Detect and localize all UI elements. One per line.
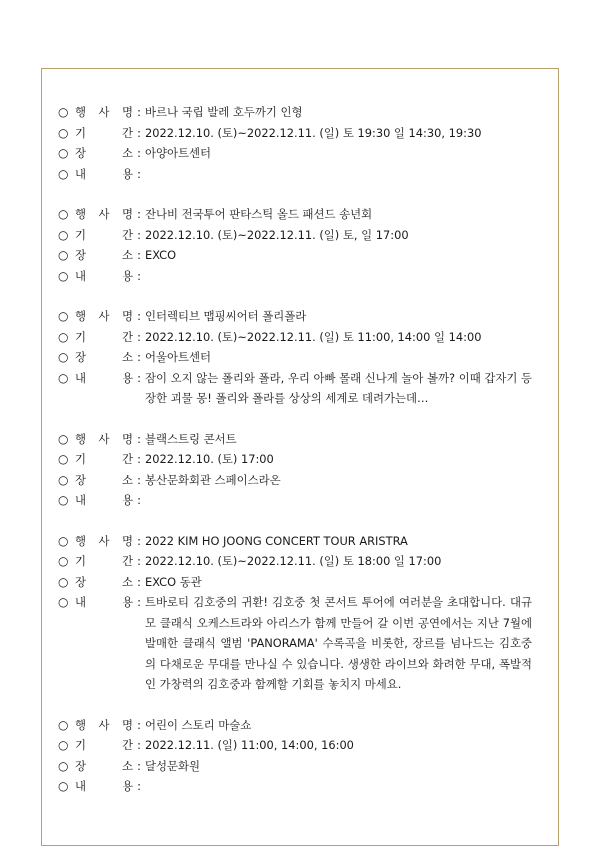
label-char: 행 [75, 533, 87, 548]
label-char: 명 [121, 431, 133, 446]
event-content-value [145, 266, 532, 287]
label-char: 내 [75, 370, 87, 385]
circle-bullet-icon: ○ [58, 248, 69, 262]
field-label-period [75, 225, 133, 246]
label-char: 사 [98, 717, 110, 732]
event-period-row [58, 327, 532, 348]
label-colon: : [137, 146, 141, 160]
circle-bullet-icon: ○ [58, 533, 69, 548]
event-place-row [58, 572, 532, 593]
label-char: 사 [98, 533, 110, 548]
circle-bullet-icon: ○ [58, 207, 69, 221]
field-label-place [75, 245, 133, 266]
label-char: 장 [75, 146, 87, 160]
event-list [58, 102, 532, 817]
event-place-row [58, 756, 532, 777]
field-label-place [75, 756, 133, 777]
label-colon: : [137, 227, 141, 242]
label-colon: : [137, 574, 141, 589]
label-char: 간 [121, 329, 133, 344]
event-content-value [145, 776, 532, 797]
event-block [58, 715, 532, 797]
event-place-value: EXCO [145, 248, 177, 262]
label-char: 용 [121, 268, 133, 283]
label-char: 기 [75, 227, 87, 242]
event-place-value: 봉산문화회관 스페이스라온 [145, 472, 281, 487]
field-label-name [75, 531, 133, 552]
event-place-value: 달성문화원 [145, 758, 201, 773]
event-name-row [58, 715, 532, 736]
event-name-row [58, 531, 532, 552]
circle-bullet-icon: ○ [58, 452, 69, 466]
event-place-row [58, 347, 532, 368]
label-char: 명 [121, 207, 133, 221]
label-colon: : [137, 309, 141, 323]
label-char: 행 [75, 207, 87, 221]
label-char: 간 [121, 452, 133, 466]
label-char: 용 [121, 493, 133, 507]
circle-bullet-icon: ○ [58, 166, 69, 181]
event-period-value: 2022.12.10. (토)~2022.12.11. (일) 토 18:00 일 17:00 [145, 554, 442, 568]
event-content-row [58, 164, 532, 185]
label-colon: : [137, 125, 141, 140]
event-name-value: 바르나 국립 발레 호두까기 인형 [145, 105, 303, 119]
label-char: 장 [75, 472, 87, 487]
label-char: 내 [75, 493, 87, 507]
field-label-content [75, 164, 133, 185]
field-label-place [75, 347, 133, 368]
label-colon: : [137, 329, 141, 344]
event-content-value: 트바로티 김호중의 귀환! 김호중 첫 콘서트 투어에 여러분을 초대합니다. 대규모 클래식 오케스트라와 아리스가 함께 만들어 갈 이번 공연에서는 지난 7월에 발매한 클래식 앨범 'PANORAMA' 수록곡을 비롯한, 장르를 넘나드는 김호중의 다채로운 무대를 만나실 수 있습니다. 생생한 라이브와 화려한 무대, 폭발적인 가창력의 김호중과 함께할 기회를 놓치지 마세요. [145, 595, 532, 691]
event-name-value: 블랙스트링 콘서트 [145, 431, 237, 446]
circle-bullet-icon: ○ [58, 595, 69, 609]
event-name-row [58, 429, 532, 450]
label-char: 소 [121, 146, 133, 160]
event-block [58, 531, 532, 695]
field-label-content [75, 266, 133, 287]
field-label-content [75, 368, 133, 409]
event-content-row [58, 776, 532, 797]
label-char: 행 [75, 309, 87, 323]
label-char: 용 [121, 779, 133, 793]
event-block [58, 204, 532, 286]
circle-bullet-icon: ○ [58, 779, 69, 793]
circle-bullet-icon: ○ [58, 146, 69, 160]
label-char: 내 [75, 595, 87, 609]
field-label-period [75, 327, 133, 348]
label-char: 내 [75, 166, 87, 181]
event-block [58, 102, 532, 184]
event-place-value: EXCO 동관 [145, 574, 202, 589]
label-char: 사 [98, 207, 110, 221]
label-colon: : [137, 105, 141, 119]
event-name-value: 2022 KIM HO JOONG CONCERT TOUR ARISTRA [145, 533, 408, 548]
label-colon: : [137, 595, 141, 609]
field-label-place [75, 572, 133, 593]
circle-bullet-icon: ○ [58, 738, 69, 752]
circle-bullet-icon: ○ [58, 329, 69, 344]
circle-bullet-icon: ○ [58, 105, 69, 119]
field-label-content [75, 776, 133, 797]
label-char: 간 [121, 125, 133, 140]
event-content-row [58, 490, 532, 511]
event-content-row [58, 592, 532, 695]
label-char: 장 [75, 758, 87, 773]
circle-bullet-icon: ○ [58, 125, 69, 140]
label-char: 행 [75, 717, 87, 732]
label-char: 내 [75, 268, 87, 283]
label-colon: : [137, 268, 141, 283]
field-label-name [75, 102, 133, 123]
label-char: 소 [121, 248, 133, 262]
field-label-place [75, 143, 133, 164]
event-name-row [58, 102, 532, 123]
label-char: 용 [121, 370, 133, 385]
event-period-value: 2022.12.10. (토)~2022.12.11. (일) 토 19:30 일 14:30, 19:30 [145, 125, 482, 140]
label-char: 간 [121, 738, 133, 752]
label-char: 간 [121, 227, 133, 242]
event-content-value: 잠이 오지 않는 폴리와 폴라, 우리 아빠 몰래 신나게 놀아 볼까? 이때 갑자기 등장한 괴물 몽! 폴리와 폴라를 상상의 세계로 데려가는데… [145, 370, 532, 405]
field-label-name [75, 306, 133, 327]
label-char: 장 [75, 248, 87, 262]
event-place-value: 아양아트센터 [145, 146, 212, 160]
circle-bullet-icon: ○ [58, 554, 69, 568]
label-char: 명 [121, 717, 133, 732]
label-colon: : [137, 166, 141, 181]
event-place-row [58, 470, 532, 491]
circle-bullet-icon: ○ [58, 370, 69, 385]
label-colon: : [137, 533, 141, 548]
circle-bullet-icon: ○ [58, 493, 69, 507]
label-char: 장 [75, 574, 87, 589]
field-label-period [75, 735, 133, 756]
label-colon: : [137, 431, 141, 446]
event-period-value: 2022.12.11. (일) 11:00, 14:00, 16:00 [145, 738, 354, 752]
label-char: 사 [98, 309, 110, 323]
label-char: 행 [75, 431, 87, 446]
event-period-value: 2022.12.10. (토)~2022.12.11. (일) 토 11:00, 14:00 일 14:00 [145, 329, 482, 344]
event-name-value: 잔나비 전국투어 판타스틱 올드 패션드 송년회 [145, 207, 373, 221]
label-colon: : [137, 207, 141, 221]
label-colon: : [137, 248, 141, 262]
label-colon: : [137, 554, 141, 568]
label-char: 용 [121, 166, 133, 181]
label-colon: : [137, 779, 141, 793]
label-char: 기 [75, 738, 87, 752]
event-period-row [58, 449, 532, 470]
label-colon: : [137, 738, 141, 752]
field-label-content [75, 592, 133, 695]
label-char: 내 [75, 779, 87, 793]
label-char: 기 [75, 554, 87, 568]
label-colon: : [137, 758, 141, 773]
event-period-row [58, 123, 532, 144]
label-char: 사 [98, 105, 110, 119]
event-name-row [58, 204, 532, 225]
event-content-value [145, 490, 532, 511]
circle-bullet-icon: ○ [58, 717, 69, 732]
event-period-row [58, 735, 532, 756]
label-colon: : [137, 493, 141, 507]
label-char: 기 [75, 329, 87, 344]
circle-bullet-icon: ○ [58, 309, 69, 323]
event-name-row [58, 306, 532, 327]
field-label-period [75, 449, 133, 470]
label-colon: : [137, 717, 141, 732]
event-place-value: 어울아트센터 [145, 350, 212, 364]
circle-bullet-icon: ○ [58, 227, 69, 242]
event-place-row [58, 245, 532, 266]
event-place-row [58, 143, 532, 164]
event-period-value: 2022.12.10. (토)~2022.12.11. (일) 토, 일 17:00 [145, 227, 409, 242]
label-char: 용 [121, 595, 133, 609]
circle-bullet-icon: ○ [58, 268, 69, 283]
field-label-name [75, 204, 133, 225]
label-colon: : [137, 370, 141, 385]
event-period-row [58, 551, 532, 572]
event-content-row [58, 368, 532, 409]
label-char: 기 [75, 452, 87, 466]
field-label-name [75, 429, 133, 450]
event-period-value: 2022.12.10. (토) 17:00 [145, 452, 274, 466]
field-label-place [75, 470, 133, 491]
label-char: 기 [75, 125, 87, 140]
label-char: 명 [121, 533, 133, 548]
label-colon: : [137, 350, 141, 364]
field-label-period [75, 551, 133, 572]
label-char: 소 [121, 574, 133, 589]
label-char: 간 [121, 554, 133, 568]
event-content-row [58, 266, 532, 287]
event-content-value [145, 164, 532, 185]
label-char: 장 [75, 350, 87, 364]
event-name-value: 어린이 스토리 마술쇼 [145, 717, 252, 732]
circle-bullet-icon: ○ [58, 758, 69, 773]
label-char: 명 [121, 105, 133, 119]
field-label-content [75, 490, 133, 511]
label-char: 소 [121, 350, 133, 364]
label-char: 소 [121, 472, 133, 487]
event-period-row [58, 225, 532, 246]
circle-bullet-icon: ○ [58, 350, 69, 364]
circle-bullet-icon: ○ [58, 472, 69, 487]
event-block [58, 429, 532, 511]
circle-bullet-icon: ○ [58, 574, 69, 589]
circle-bullet-icon: ○ [58, 431, 69, 446]
field-label-name [75, 715, 133, 736]
label-colon: : [137, 452, 141, 466]
event-block [58, 306, 532, 409]
label-char: 사 [98, 431, 110, 446]
field-label-period [75, 123, 133, 144]
label-char: 행 [75, 105, 87, 119]
label-char: 명 [121, 309, 133, 323]
label-colon: : [137, 472, 141, 487]
event-name-value: 인터렉티브 맵핑씨어터 폴리폴라 [145, 309, 307, 323]
label-char: 소 [121, 758, 133, 773]
